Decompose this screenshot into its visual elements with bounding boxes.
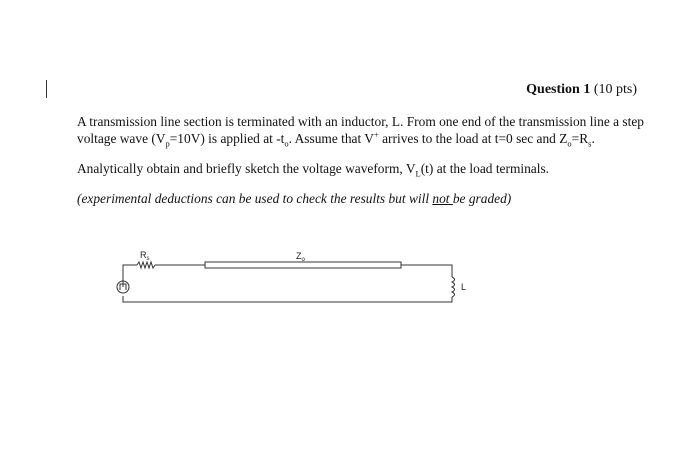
load-label: L bbox=[461, 282, 467, 292]
statement-text-4: arrives to the load at t=0 sec and Z bbox=[378, 131, 568, 146]
statement-sub-s: s bbox=[588, 138, 592, 149]
question-title: Question 1 bbox=[526, 82, 591, 97]
statement-text-3: . Assume that V bbox=[288, 131, 374, 146]
statement-text-5: =R bbox=[571, 131, 589, 146]
task-text-2: (t) at the load terminals. bbox=[420, 161, 550, 176]
note-underline-not: not bbox=[432, 191, 453, 206]
statement-text-2: =10V) is applied at -t bbox=[169, 131, 285, 146]
statement-sub-zo: o bbox=[567, 138, 572, 149]
question-points: (10 pts) bbox=[593, 82, 637, 97]
task-text-1: Analytically obtain and briefly sketch the voltage waveform, V bbox=[77, 161, 416, 176]
source-resistor bbox=[137, 262, 155, 268]
load-top-wire bbox=[401, 265, 452, 277]
note-text-2: be graded) bbox=[452, 191, 512, 206]
line-impedance-label: $Z_o$ bbox=[296, 251, 305, 263]
statement-text-6: . bbox=[591, 131, 595, 146]
source-resistor-label: $R_s$ bbox=[140, 250, 150, 262]
note-text-1: (experimental deductions can be used to check the results but will bbox=[77, 191, 433, 206]
statement-sub-o: o bbox=[284, 138, 289, 149]
task-sub-l: L bbox=[415, 168, 421, 179]
statement-text-1: A transmission line section is terminated with an inductor, L. From one end of the transmission line a step voltage wave (V bbox=[77, 114, 644, 146]
return-wire bbox=[123, 296, 452, 302]
statement-sup-plus: + bbox=[373, 129, 379, 140]
statement-sub-p: p bbox=[165, 138, 170, 149]
load-inductor bbox=[452, 277, 455, 297]
